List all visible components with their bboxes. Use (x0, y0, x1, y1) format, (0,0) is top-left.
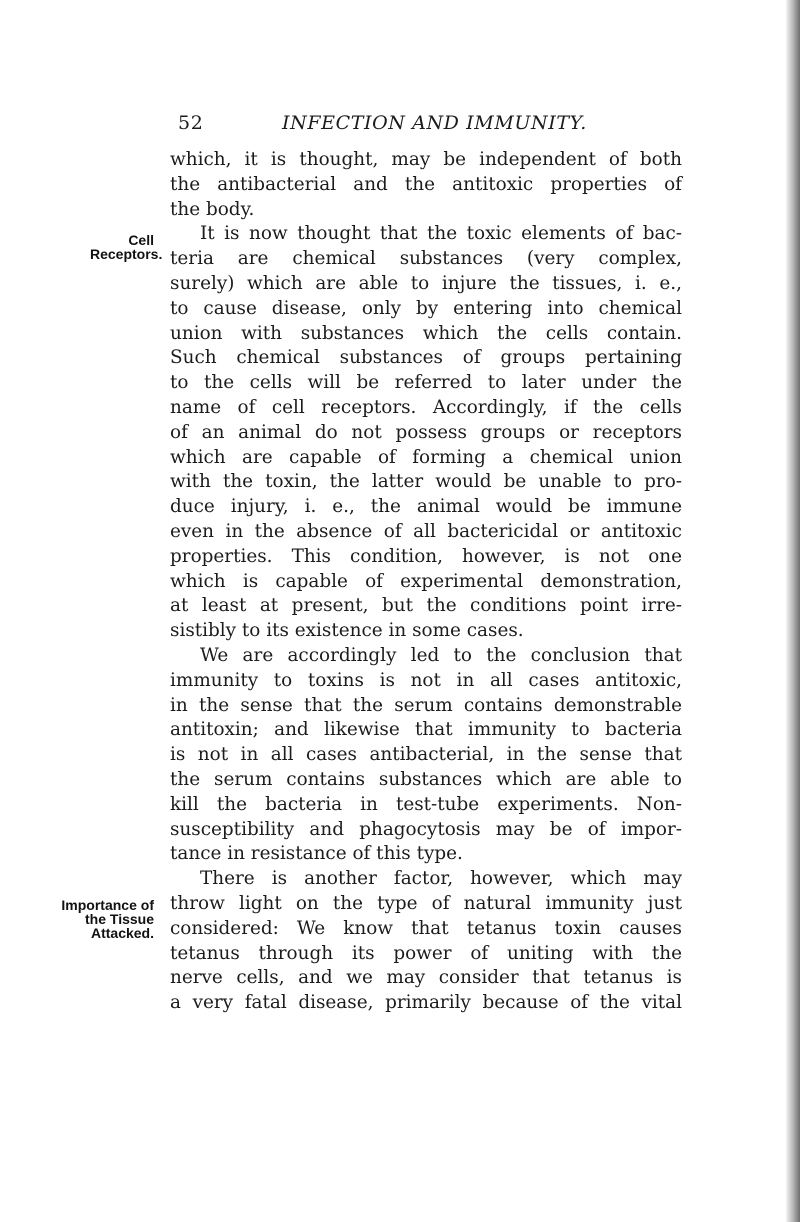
text-line: which is capable of experimental demonstration, (170, 570, 682, 592)
margin-note-line: Attacked. (90, 925, 154, 941)
margin-note-line: Receptors. (90, 246, 163, 262)
text-line: tetanus through its power of uniting with the (170, 942, 682, 964)
text-line: teria are chemical substances (very complex, (170, 248, 682, 270)
margin-note-cell-receptors (90, 232, 163, 262)
text-line: with the toxin, the latter would be unable to pro- (170, 471, 682, 493)
text-line: It is now thought that the toxic elements of bac- (200, 223, 682, 245)
text-line: of an animal do not possess groups or receptors (170, 421, 682, 443)
text-line: union with substances which the cells contain. (170, 322, 682, 344)
text-line: at least at present, but the conditions point irre- (170, 595, 682, 617)
text-line: is not in all cases antibacterial, in the sense that (170, 744, 682, 766)
margin-note-line: the Tissue (85, 911, 154, 927)
text-line: surely) which are able to injure the tissues, i. e., (170, 272, 682, 294)
text-line: to the cells will be referred to later under the (170, 372, 682, 394)
text-line: Such chemical substances of groups pertaining (170, 347, 682, 369)
text-line: throw light on the type of natural immunity just (170, 892, 682, 914)
text-line: properties. This condition, however, is not one (170, 545, 682, 567)
margin-note-line: Importance of (61, 897, 154, 913)
body-text (170, 148, 682, 1016)
text-line: which, it is thought, may be independent of both (170, 149, 682, 170)
text-line: nerve cells, and we may consider that tetanus is (170, 967, 682, 989)
text-line: duce injury, i. e., the animal would be immune (170, 496, 682, 518)
text-line: kill the bacteria in test-tube experiments. Non- (170, 793, 682, 815)
text-line: We are accordingly led to the conclusion that (200, 644, 682, 666)
text-line: the serum contains substances which are able to (170, 768, 682, 790)
text-line: which are capable of forming a chemical union (170, 446, 682, 468)
margin-note-importance-of-tissue (50, 898, 154, 940)
text-line: tance in resistance of this type. (170, 843, 463, 865)
page-header (178, 112, 618, 140)
text-line: the antibacterial and the antitoxic properties of (170, 173, 682, 195)
text-line: in the sense that the serum contains demonstrable (170, 694, 682, 716)
text-line: antitoxin; and likewise that immunity to bacteria (170, 719, 682, 741)
text-line: name of cell receptors. Accordingly, if the cells (170, 396, 682, 418)
text-line: to cause disease, only by entering into chemical (170, 297, 682, 319)
margin-note-line: Cell (128, 232, 154, 248)
text-line: susceptibility and phagocytosis may be of impor- (170, 818, 682, 840)
text-line: the body. (170, 198, 255, 220)
text-line: sistibly to its existence in some cases. (170, 620, 524, 642)
text-line: a very fatal disease, primarily because of the vital (170, 992, 682, 1014)
text-line: immunity to toxins is not in all cases antitoxic, (170, 669, 682, 691)
text-line: considered: We know that tetanus toxin causes (170, 917, 682, 939)
page-edge-shadow (786, 0, 800, 1222)
text-line: even in the absence of all bactericidal or antitoxic (170, 520, 682, 542)
running-title: INFECTION AND IMMUNITY. (282, 112, 587, 134)
text-line: There is another factor, however, which may (200, 868, 682, 890)
page-number: 52 (178, 112, 204, 134)
